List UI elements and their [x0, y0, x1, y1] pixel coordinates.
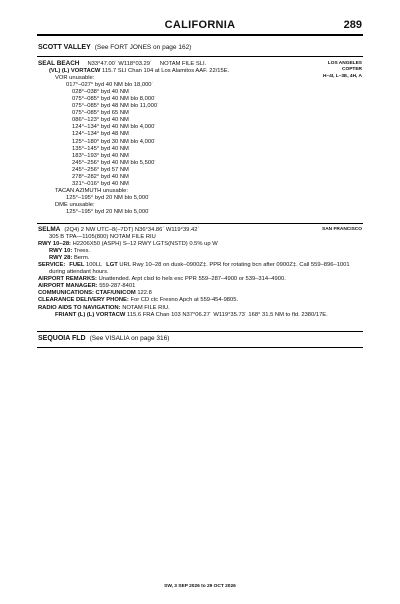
dme-unusable-label: DME unusable:	[55, 201, 95, 208]
rwy10-line	[38, 248, 368, 255]
entry-divider	[37, 223, 363, 224]
fuel-text: 100LL	[86, 262, 103, 269]
rwy28-text: Berm.	[73, 255, 90, 262]
page-state-title: CALIFORNIA	[164, 19, 236, 31]
service-label: SERVICE:	[38, 262, 66, 269]
region-label: LOS ANGELES	[327, 61, 362, 66]
rwy28-label: RWY 28:	[49, 255, 73, 262]
airport-name: SCOTT VALLEY	[38, 44, 91, 51]
runway-line	[38, 241, 368, 248]
manager-line	[38, 283, 368, 290]
friant-text: 115.6 FRA Chan 103 N37°06.27´ W119°35.73´ 168° 31.5 NM to fld. 2380/17E.	[127, 311, 328, 318]
vor-item: 321°–016° byd 40 NM	[72, 180, 129, 187]
vor-item: 086°–123° byd 40 NM	[72, 117, 129, 124]
service-line	[38, 262, 368, 269]
friant-line	[38, 312, 368, 319]
vor-item: 278°–282° byd 40 NM	[72, 173, 129, 180]
vortac-line	[38, 68, 368, 75]
vor-item: 125°–180° byd 30 NM blo 4,000´	[72, 138, 157, 145]
entry-selma	[38, 226, 368, 319]
clearance-line	[38, 297, 368, 304]
runway-label: RWY 10–28:	[38, 241, 71, 248]
vortac-label: (VL) (L) VORTACW	[49, 68, 101, 75]
entry-divider	[37, 331, 363, 332]
vor-item: 075°–085° byd 65 NM	[72, 110, 129, 117]
lgt-text-cont: during attendant hours.	[49, 269, 109, 276]
vor-unusable-label: VOR unusable:	[55, 75, 95, 82]
vortac-text: 115.7 SLI Chan 104 at Los Alamitos AAF. 22/15E.	[102, 68, 230, 75]
elevation-line: 305 B TPA—1105(800) NOTAM FILE RIU	[49, 234, 156, 241]
fuel-label: FUEL	[69, 262, 85, 269]
airport-name: SEAL BEACH	[38, 60, 80, 67]
friant-label: FRIANT (L) (L) VORTACW	[55, 311, 126, 318]
vor-item: 028°–038° byd 40 NM	[72, 89, 129, 96]
clearance-text: For CD ctc Fresno Apch at 559-454-9805.	[130, 297, 239, 304]
region-label: SAN FRANCISCO	[322, 227, 362, 232]
remarks-line	[38, 276, 368, 283]
seal-beach-id-line	[38, 60, 368, 68]
header-rule	[37, 34, 363, 36]
comm-text: 122.8	[137, 290, 152, 297]
vor-item: 245°–256° byd 40 NM blo 5,500´	[72, 159, 157, 166]
page-number: 289	[343, 19, 362, 31]
runway-text: H2206X50 (ASPH) S–12 RWY LGTS(NSTD) 0.5% up W	[72, 241, 218, 248]
vor-item: 124°–134° byd 40 NM blo 4,000´	[72, 124, 157, 131]
airport-name: SELMA	[38, 226, 61, 233]
charts-label: H–4I, L–3E, 4H, A	[322, 73, 362, 79]
rwy10-label: RWY 10:	[49, 248, 73, 255]
tacan-unusable-label: TACAN AZIMUTH unusable:	[55, 187, 129, 194]
see-reference: (See VISALIA on page 316)	[89, 335, 170, 342]
vor-item: 135°–145° byd 40 NM	[72, 145, 129, 152]
remarks-label: AIRPORT REMARKS:	[38, 276, 97, 283]
id-text: (2Q4) 2 NW UTC–8(–7DT) N36°34.86´ W119°39.42´	[64, 227, 200, 233]
effective-dates: SW, 3 SEP 2026 to 29 OCT 2026	[164, 584, 236, 589]
vor-item: 075°–085° byd 40 NM blo 8,000´	[72, 96, 157, 103]
navaids-line	[38, 305, 368, 312]
coordinates: N33°47.00´ W118°03.29´	[87, 61, 152, 67]
navaids-label: RADIO AIDS TO NAVIGATION:	[38, 304, 121, 311]
lgt-label: LGT	[106, 262, 118, 269]
entry-divider	[37, 347, 363, 348]
dme-item: 125°–195° byd 20 NM blo 5,000´	[66, 208, 151, 215]
see-reference: (See FORT JONES on page 162)	[94, 44, 192, 51]
vor-item: 075°–085° byd 48 NM blo 11,000´	[72, 103, 160, 110]
manager-text: 559-287-8401	[99, 283, 136, 290]
tacan-item: 125°–195° byd 20 NM blo 5,000´	[66, 194, 151, 201]
entry-scott-valley	[38, 44, 191, 51]
comm-label: COMMUNICATIONS: CTAF/UNICOM	[38, 290, 136, 297]
notam-file: NOTAM FILE SLI.	[159, 61, 207, 67]
entry-divider	[37, 56, 363, 57]
airport-name: SEQUOIA FLD	[38, 335, 86, 342]
rwy10-text: Trees.	[73, 248, 91, 255]
entry-seal-beach	[38, 60, 368, 216]
navaids-text: NOTAM FILE RIU.	[122, 304, 170, 311]
selma-id-line	[38, 226, 368, 234]
manager-label: AIRPORT MANAGER:	[38, 283, 98, 290]
vor-item: 245°–256° byd 57 NM	[72, 166, 129, 173]
remarks-text: Unattended. Arpt clsd to hels exc PPR 559–287–4900 or 539–314–4900.	[98, 276, 286, 283]
chart-label: COPTER	[342, 67, 362, 73]
clearance-label: CLEARANCE DELIVERY PHONE:	[38, 297, 129, 304]
entry-sequoia	[38, 335, 169, 342]
vor-item: 124°–134° byd 48 NM	[72, 131, 129, 138]
comm-line	[38, 290, 368, 297]
rwy28-line	[38, 255, 368, 262]
vor-item: 017°–027° byd 40 NM blo 18,000´	[66, 82, 154, 89]
lgt-text: URL Rwy 10–28 on dusk–0900Z‡. PPR for rotating bcn after 0900Z‡. Call 559–896–1001	[119, 262, 350, 269]
vor-item: 183°–193° byd 40 NM	[72, 152, 129, 159]
